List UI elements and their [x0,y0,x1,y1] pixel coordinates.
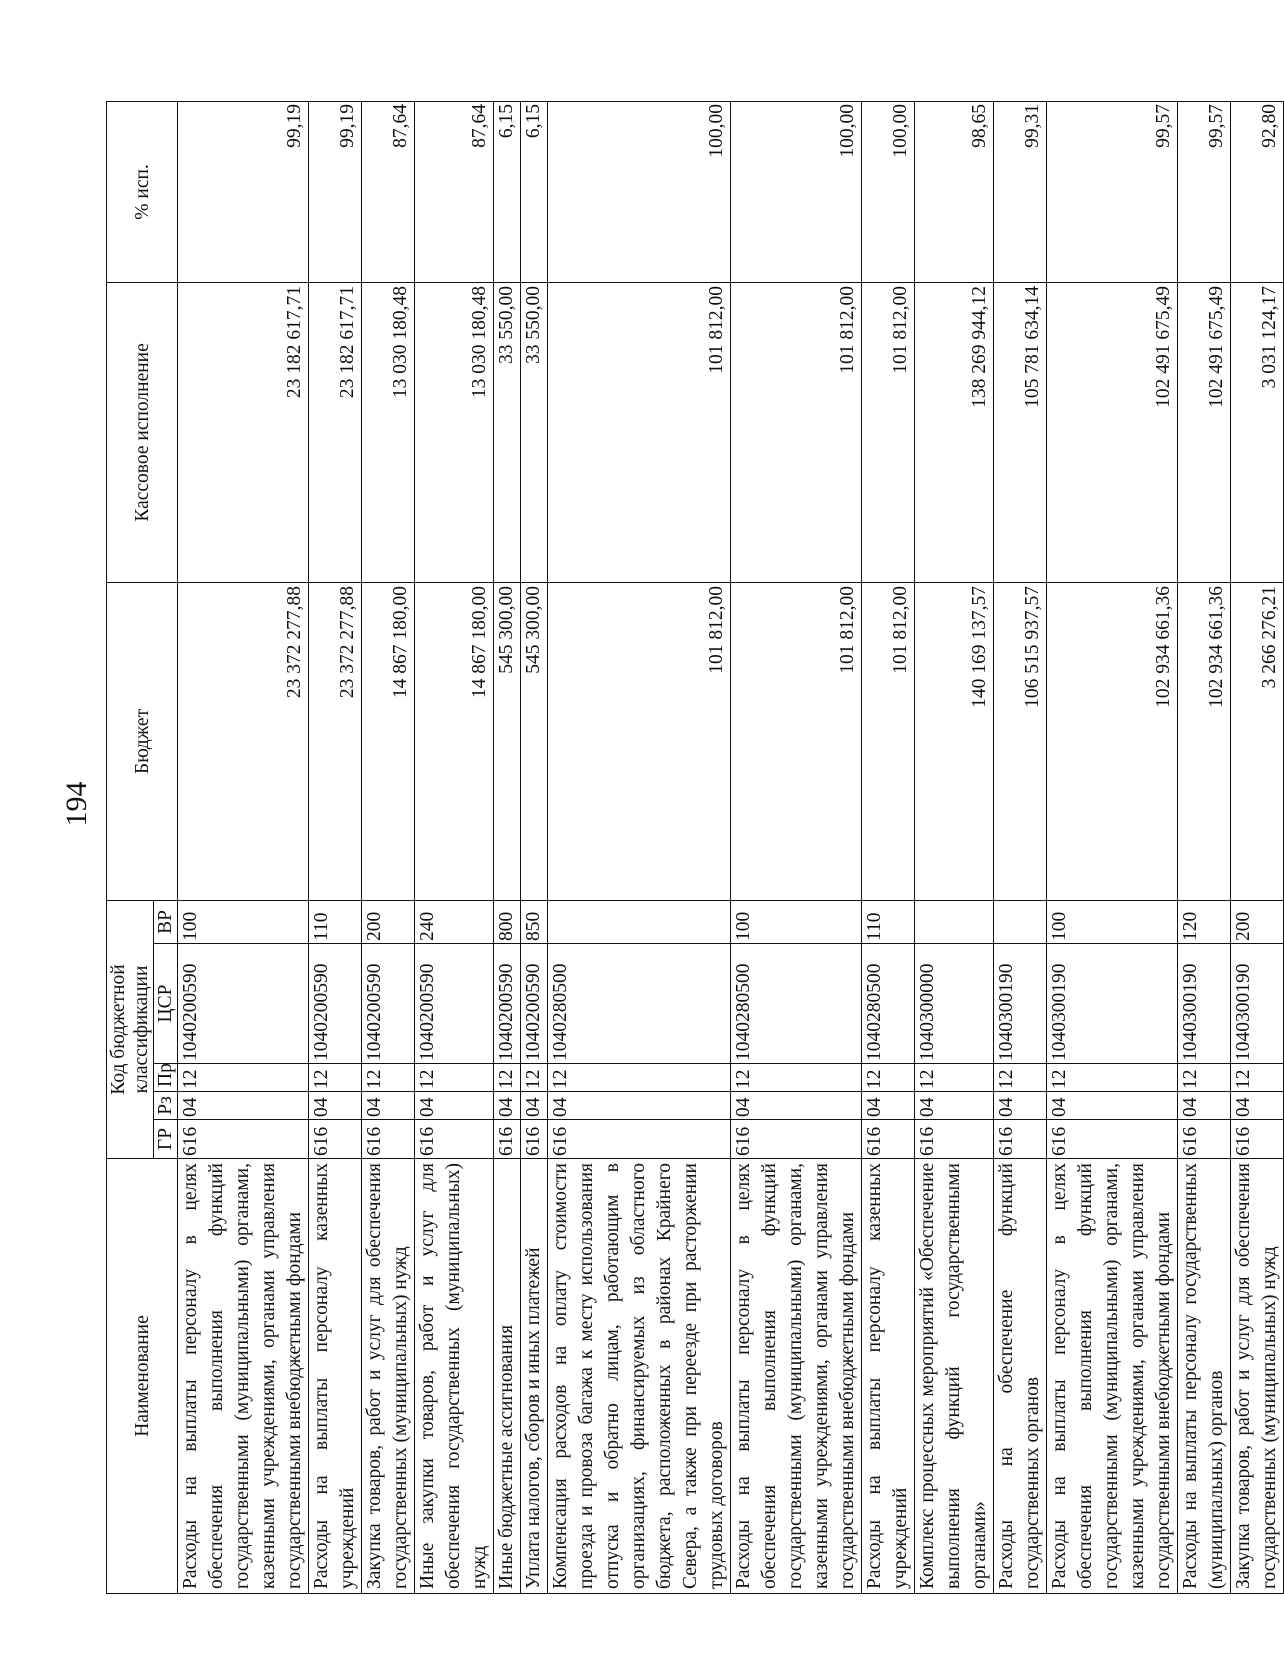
row-gr: 616 [309,1120,362,1159]
row-csr: 1040200590 [309,944,362,1064]
header-budget: Бюджет [107,582,178,900]
row-name: Иные закупки товаров, работ и услуг для обеспечения государственных (муниципальных) нужд [415,1159,494,1594]
table-body [178,101,1284,1593]
row-vr: 100 [1047,900,1178,943]
row-rz: 04 [731,1092,862,1120]
row-rz: 04 [1231,1092,1284,1120]
row-cash: 23 182 617,71 [178,282,309,582]
row-name: Расходы на выплаты персоналу в целях обеспечения выполнения функций государственными (муниципальными) органами, казенными учреждениями, органами управления государственными внебюджетными фондами [178,1159,309,1594]
row-vr: 240 [415,900,494,943]
row-pr: 12 [1047,1064,1178,1092]
row-rz: 04 [1047,1092,1178,1120]
header-pct: % исп. [107,101,178,282]
row-csr: 1040300190 [994,944,1047,1064]
row-name: Закупка товаров, работ и услуг для обеспечения государственных (муниципальных) нужд [362,1159,415,1594]
row-vr: 110 [862,900,915,943]
table-row [1231,101,1284,1593]
row-rz: 04 [548,1092,731,1120]
row-csr: 1040200590 [521,944,548,1064]
row-csr: 1040300000 [915,944,994,1064]
table-row [521,101,548,1593]
row-vr [994,900,1047,943]
row-pct: 6,15 [521,101,548,282]
row-pr: 12 [1231,1064,1284,1092]
row-name: Расходы на выплаты персоналу государственных (муниципальных) органов [1178,1159,1231,1594]
row-csr: 1040280500 [548,944,731,1064]
row-name: Расходы на обеспечение функций государственных органов [994,1159,1047,1594]
row-csr: 1040300190 [1047,944,1178,1064]
row-vr [915,900,994,943]
row-budget: 14 867 180,00 [362,582,415,900]
row-name: Расходы на выплаты персоналу казенных учреждений [862,1159,915,1594]
row-csr: 1040300190 [1178,944,1231,1064]
row-cash: 102 491 675,49 [1178,282,1231,582]
row-rz: 04 [415,1092,494,1120]
row-vr: 110 [309,900,362,943]
row-csr: 1040200590 [415,944,494,1064]
table-row [862,101,915,1593]
rotated-table-page [106,102,1280,1594]
table-row [415,101,494,1593]
row-pr: 12 [362,1064,415,1092]
row-vr: 850 [521,900,548,943]
header-csr: ЦСР [154,944,178,1064]
row-budget: 545 300,00 [494,582,521,900]
row-name: Комплекс процессных мероприятий «Обеспечение выполнения функций государственными органами» [915,1159,994,1594]
row-vr: 200 [1231,900,1284,943]
row-gr: 616 [415,1120,494,1159]
row-csr: 1040200590 [362,944,415,1064]
row-pct: 87,64 [362,101,415,282]
row-csr: 1040200590 [178,944,309,1064]
row-name: Расходы на выплаты персоналу в целях обеспечения выполнения функций государственными (муниципальными) органами, казенными учреждениями, органами управления государственными внебюджетными фондами [731,1159,862,1594]
row-gr: 616 [521,1120,548,1159]
row-cash: 33 550,00 [494,282,521,582]
row-budget: 102 934 661,36 [1178,582,1231,900]
row-gr: 616 [1047,1120,1178,1159]
row-name: Расходы на выплаты персоналу в целях обеспечения выполнения функций государственными (муниципальными) органами, казенными учреждениями, органами управления государственными внебюджетными фондами [1047,1159,1178,1594]
header-cash: Кассовое исполнение [107,282,178,582]
row-csr: 1040300190 [1231,944,1284,1064]
table-row [494,101,521,1593]
header-vr: ВР [154,900,178,943]
row-budget: 14 867 180,00 [415,582,494,900]
row-rz: 04 [362,1092,415,1120]
row-gr: 616 [1231,1120,1284,1159]
budget-table [106,101,1284,1594]
row-budget: 3 266 276,21 [1231,582,1284,900]
row-cash: 3 031 124,17 [1231,282,1284,582]
row-pct: 99,57 [1047,101,1178,282]
row-budget: 23 372 277,88 [309,582,362,900]
row-pr: 12 [178,1064,309,1092]
row-cash: 102 491 675,49 [1047,282,1178,582]
row-rz: 04 [178,1092,309,1120]
row-cash: 101 812,00 [731,282,862,582]
row-pr: 12 [915,1064,994,1092]
row-rz: 04 [915,1092,994,1120]
row-cash: 138 269 944,12 [915,282,994,582]
row-gr: 616 [731,1120,862,1159]
row-vr: 800 [494,900,521,943]
table-row [548,101,731,1593]
row-pct: 99,31 [994,101,1047,282]
row-pct: 100,00 [548,101,731,282]
row-csr: 1040280500 [731,944,862,1064]
row-gr: 616 [548,1120,731,1159]
row-cash: 13 030 180,48 [415,282,494,582]
row-budget: 101 812,00 [862,582,915,900]
row-gr: 616 [862,1120,915,1159]
row-budget: 101 812,00 [731,582,862,900]
row-name: Иные бюджетные ассигнования [494,1159,521,1594]
row-budget: 23 372 277,88 [178,582,309,900]
header-rz: Рз [154,1092,178,1120]
row-cash: 101 812,00 [548,282,731,582]
row-gr: 616 [178,1120,309,1159]
table-row [309,101,362,1593]
row-gr: 616 [494,1120,521,1159]
row-cash: 23 182 617,71 [309,282,362,582]
row-pct: 98,65 [915,101,994,282]
row-rz: 04 [862,1092,915,1120]
row-budget: 140 169 137,57 [915,582,994,900]
row-pr: 12 [994,1064,1047,1092]
row-gr: 616 [915,1120,994,1159]
row-pr: 12 [415,1064,494,1092]
row-rz: 04 [1178,1092,1231,1120]
row-csr: 1040200590 [494,944,521,1064]
row-csr: 1040280500 [862,944,915,1064]
row-pr: 12 [521,1064,548,1092]
row-pct: 87,64 [415,101,494,282]
row-rz: 04 [309,1092,362,1120]
row-pct: 99,19 [178,101,309,282]
row-vr: 100 [178,900,309,943]
row-gr: 616 [1178,1120,1231,1159]
row-pr: 12 [494,1064,521,1092]
row-pct: 99,19 [309,101,362,282]
row-pct: 99,57 [1178,101,1231,282]
row-pr: 12 [548,1064,731,1092]
row-pct: 92,80 [1231,101,1284,282]
row-budget: 106 515 937,57 [994,582,1047,900]
row-rz: 04 [521,1092,548,1120]
row-pct: 100,00 [731,101,862,282]
row-pct: 100,00 [862,101,915,282]
row-rz: 04 [494,1092,521,1120]
row-cash: 13 030 180,48 [362,282,415,582]
table-row [1047,101,1178,1593]
table-row [731,101,862,1593]
page-number: 194 [60,781,93,827]
row-cash: 105 781 634,14 [994,282,1047,582]
row-pr: 12 [309,1064,362,1092]
row-gr: 616 [362,1120,415,1159]
row-pr: 12 [731,1064,862,1092]
row-name: Закупка товаров, работ и услуг для обеспечения государственных (муниципальных) нужд [1231,1159,1284,1594]
row-rz: 04 [994,1092,1047,1120]
table-row [362,101,415,1593]
row-pr: 12 [862,1064,915,1092]
row-name: Компенсация расходов на оплату стоимости проезда и провоза багажа к месту использования отпуска и обратно лицам, работающим в организациях, финансируемых из областного бюджета, расположенных в районах Крайнего Севера, а также при переезде при расторжении трудовых договоров [548,1159,731,1594]
row-pct: 6,15 [494,101,521,282]
header-pr: Пр [154,1064,178,1092]
header-code-group: Код бюджетной классификации [107,900,154,1158]
table-row [178,101,309,1593]
row-budget: 102 934 661,36 [1047,582,1178,900]
header-name: Наименование [107,1159,178,1594]
row-vr: 200 [362,900,415,943]
row-budget: 101 812,00 [548,582,731,900]
row-vr [548,900,731,943]
row-vr: 100 [731,900,862,943]
table-row [994,101,1047,1593]
row-cash: 101 812,00 [862,282,915,582]
row-budget: 545 300,00 [521,582,548,900]
row-gr: 616 [994,1120,1047,1159]
row-vr: 120 [1178,900,1231,943]
row-cash: 33 550,00 [521,282,548,582]
table-row [915,101,994,1593]
header-gr: ГР [154,1120,178,1159]
row-name: Расходы на выплаты персоналу казенных учреждений [309,1159,362,1594]
row-pr: 12 [1178,1064,1231,1092]
table-row [1178,101,1231,1593]
row-name: Уплата налогов, сборов и иных платежей [521,1159,548,1594]
